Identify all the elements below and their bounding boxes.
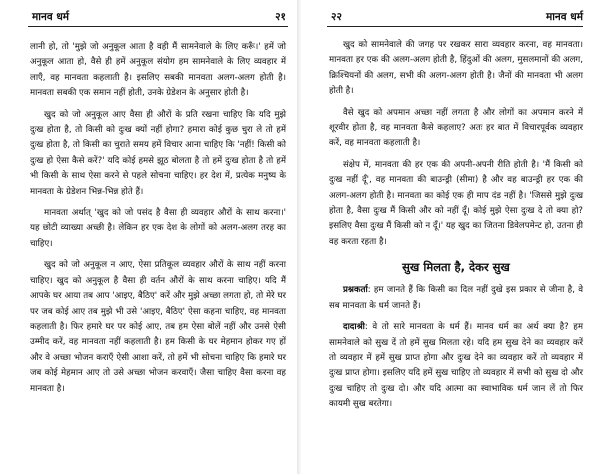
left-paragraph: मानवता अर्थात् 'खुद को जो पसंद है वैसा ही व्यवहार औरों के साथ करना।' यह छोटी व्याख्या अच्छी है। लेकिन हर एक देश के लोगों को अलग-अलग तरह का चाहिए। <box>30 208 286 249</box>
dialogue-text: : हम जानते हैं कि किसी का दिल नहीं दुखे इस प्रकार से जीना है, वे सब मानवता के धर्म जानते हैं। <box>329 285 583 311</box>
dialogue-entry <box>329 320 583 412</box>
section-title: सुख मिलता है, देकर सुख <box>402 260 510 275</box>
left-running-head <box>28 10 286 24</box>
speaker-label: प्रश्नकर्ता <box>343 285 368 296</box>
left-header-rule <box>28 26 288 27</box>
right-page-number: २२ <box>331 11 342 23</box>
left-body-text <box>30 40 286 403</box>
left-header-title: मानव धर्म <box>32 11 70 23</box>
right-paragraph: वैसे खुद को अपमान अच्छा नहीं लगता है और लोगों का अपमान करने में शूरवीर होता है, वह मानवता कैसे कहलाए? अतः हर बात में विचारपूर्वक व्यवहार करें, वह मानवता कहलाती है। <box>329 107 583 149</box>
dialogue-text: : वे तो सारे मानवता के धर्म हैं। मानव धर्म का अर्थ क्या है? हम सामनेवाले को सुख दें तो हमें सुख मिलता रहे। यदि हम सुख देने का व्यवहार करें तो व्यवहार में हमें सुख प्राप्त होगा और दुःख देने का व्यवहार करें तो व्यवहार में दुःख प्राप्त होगा। इसलिए यदि हमें सुख चाहिए तो व्यवहार में सभी को सुख दो और दुःख चाहिए तो दुःख दो। और यदि आत्मा का स्वाभाविक धर्म जान लें तो फिर कायमी सुख बरतेगा। <box>329 322 583 410</box>
speaker-label: दादाश्री <box>343 322 365 333</box>
right-running-head <box>327 10 583 24</box>
dialogue-entry <box>329 283 583 314</box>
right-page <box>305 0 600 474</box>
left-page-number: २१ <box>275 11 286 23</box>
left-page <box>0 0 295 474</box>
left-paragraph: खुद को जो अनुकूल आए वैसा ही औरों के प्रति रखना चाहिए कि यदि मुझे दुःख होता है, तो किसी को दुःख क्यों नहीं होगा? हमारा कोई कुछ चुरा ले तो हमें दुःख होता है, तो किसी का चुराते समय हमें विचार आना चाहिए कि 'नहीं! किसी को दुःख हो ऐसा कैसे करें?' यदि कोई हमसे झूठ बोलता है तो हमें दुःख होता है तो हमें भी किसी के साथ ऐसा करने से पहले सोचना चाहिए। हर देश में, प्रत्येक मनुष्य के मानवता के ग्रेडेशन भिन्न-भिन्न होते हैं। <box>30 109 286 197</box>
right-paragraph: खुद को सामनेवाले की जगह पर रखकर सारा व्यवहार करना, वह मानवता। मानवता हर एक की अलग-अलग होती है, हिंदुओं की अलग, मुसलमानों की अलग, क्रिश्चियनों की अलग, सभी की अलग-अलग होती है। जैनों की मानवता भी अलग होती है। <box>329 40 583 97</box>
right-paragraph: संक्षेप में, मानवता की हर एक की अपनी-अपनी रीति होती है। 'मैं किसी को दुःख नहीं दूँ', वह मानवता की बाउन्ड्री (सीमा) है और वह बाउन्ड्री हर एक की अलग-अलग होती है। मानवता का कोई एक ही माप दंड नहीं है। 'जिससे मुझे दुःख होता है, वैसा दुःख मैं किसी और को नहीं दूँ। कोई मुझे ऐसा दुःख दे तो क्या हो? इसलिए वैसा दुःख मैं किसी को न दूँ।' यह खुद का जितना डिवेलपमेन्ट हो, उतना ही वह करता रहता है। <box>329 159 583 247</box>
book-gutter <box>297 0 301 474</box>
left-paragraph: खुद को जो अनुकूल न आए, ऐसा प्रतिकूल व्यवहार औरों के साथ नहीं करना चाहिए। खुद को अनुकूल है वैसा ही वर्तन औरों के साथ करना चाहिए। यदि मैं आपके घर आया तब आप 'आइए, बैठिए' करें और मुझे अच्छा लगता हो, तो मेरे घर पर जब कोई आए तब मुझे भी उसे 'आइए, बैठिए' ऐसा कहना चाहिए, वह मानवता कहलाती है। फिर हमारे घर पर कोई आए, तब हम ऐसा बोलें नहीं और उनसे ऐसी उम्मीद करें, वह मानवता नहीं कहलाती है। हम किसी के घर मेहमान होकर गए हों और वे अच्छा भोजन कराएँ ऐसी आशा करें, तो हमें भी सोचना चाहिए कि हमारे घर जब कोई मेहमान आए तो उसे अच्छा भोजन करवाएँ। जैसा चाहिए वैसा करना वह मानवता है। <box>30 260 286 394</box>
left-paragraph: लानी हो, तो 'मुझे जो अनुकूल आता है वही मैं सामनेवाले के लिए करूँ।' हमें जो अनुकूल आता हो, वैसे ही हमें अनुकूल संयोग हम सामनेवाले के लिए व्यवहार में लाएँ, वह मानवता कहलाती है। इसलिए सबकी मानवता अलग-अलग होती है। मानवता सबकी एक समान नहीं होती, उनके ग्रेडेशन के अनुसार होती है। <box>30 42 286 99</box>
right-header-title: मानव धर्म <box>545 11 583 23</box>
right-body-text <box>329 38 583 419</box>
right-header-rule <box>327 26 583 27</box>
